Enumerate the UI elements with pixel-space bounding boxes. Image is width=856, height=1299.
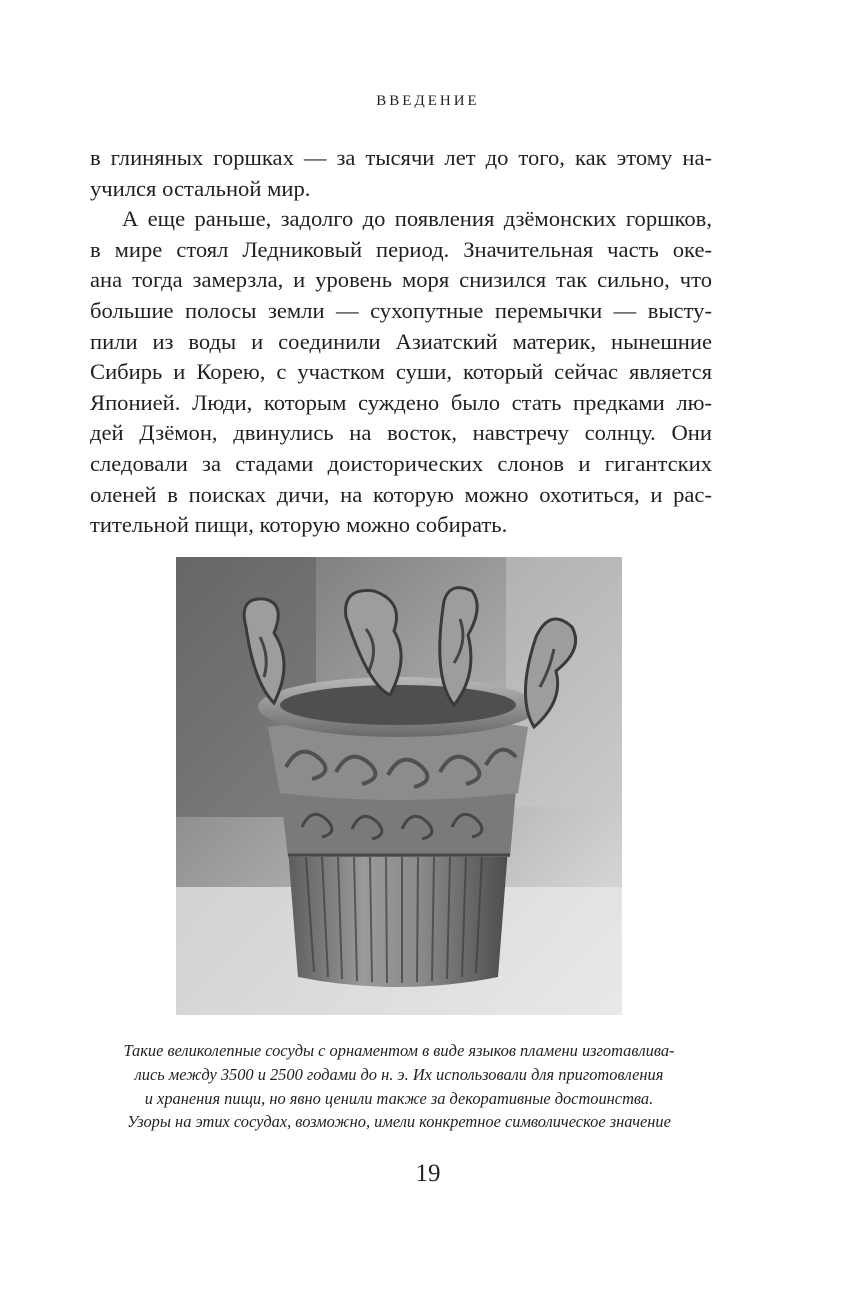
text-line: в глиняных горшках — за тысячи лет до того, как этому на-	[90, 145, 712, 170]
caption-line: Узоры на этих сосудах, возможно, имели конкретное символическое значение	[127, 1112, 671, 1132]
caption-line: Такие великолепные сосуды с орнаментом в виде языков пламени изготавлива-	[123, 1041, 675, 1060]
text-line: учился остальной мир.	[90, 175, 311, 201]
figure-caption	[88, 1039, 710, 1134]
text-line: ана тогда замерзла, и уровень моря снизился так сильно, что	[90, 267, 712, 293]
text-line: тительной пищи, которую можно собирать.	[90, 512, 508, 538]
body-text	[90, 143, 712, 541]
text-line: следовали за стадами доисторических слонов и гигантских	[90, 450, 712, 476]
page-number: 19	[415, 1160, 441, 1187]
text-line: пили из воды и соединили Азиатский материк, нынешние	[90, 328, 712, 354]
text-line: Японией. Люди, которым суждено было стать предками лю-	[90, 389, 712, 415]
jomon-vessel-photo	[176, 557, 622, 1015]
text-line: дей Дзёмон, двинулись на восток, навстречу солнцу. Они	[90, 420, 712, 446]
running-head: ВВЕДЕНИЕ	[376, 93, 480, 109]
text-line: большие полосы земли — сухопутные перемычки — высту-	[90, 297, 712, 323]
caption-line: и хранения пищи, но явно ценили также за декоративные достоинства.	[144, 1088, 654, 1108]
text-line: А еще раньше, задолго до появления дзёмонских горшков,	[122, 206, 712, 232]
vessel-illustration	[176, 557, 622, 1015]
text-line: оленей в поисках дичи, на которую можно охотиться, и рас-	[90, 481, 712, 507]
text-line: Сибирь и Корею, с участком суши, который сейчас является	[90, 359, 712, 385]
text-line: в мире стоял Ледниковый период. Значительная часть оке-	[90, 236, 712, 262]
caption-line: лись между 3500 и 2500 годами до н. э. Их использовали для приготовления	[134, 1064, 664, 1084]
